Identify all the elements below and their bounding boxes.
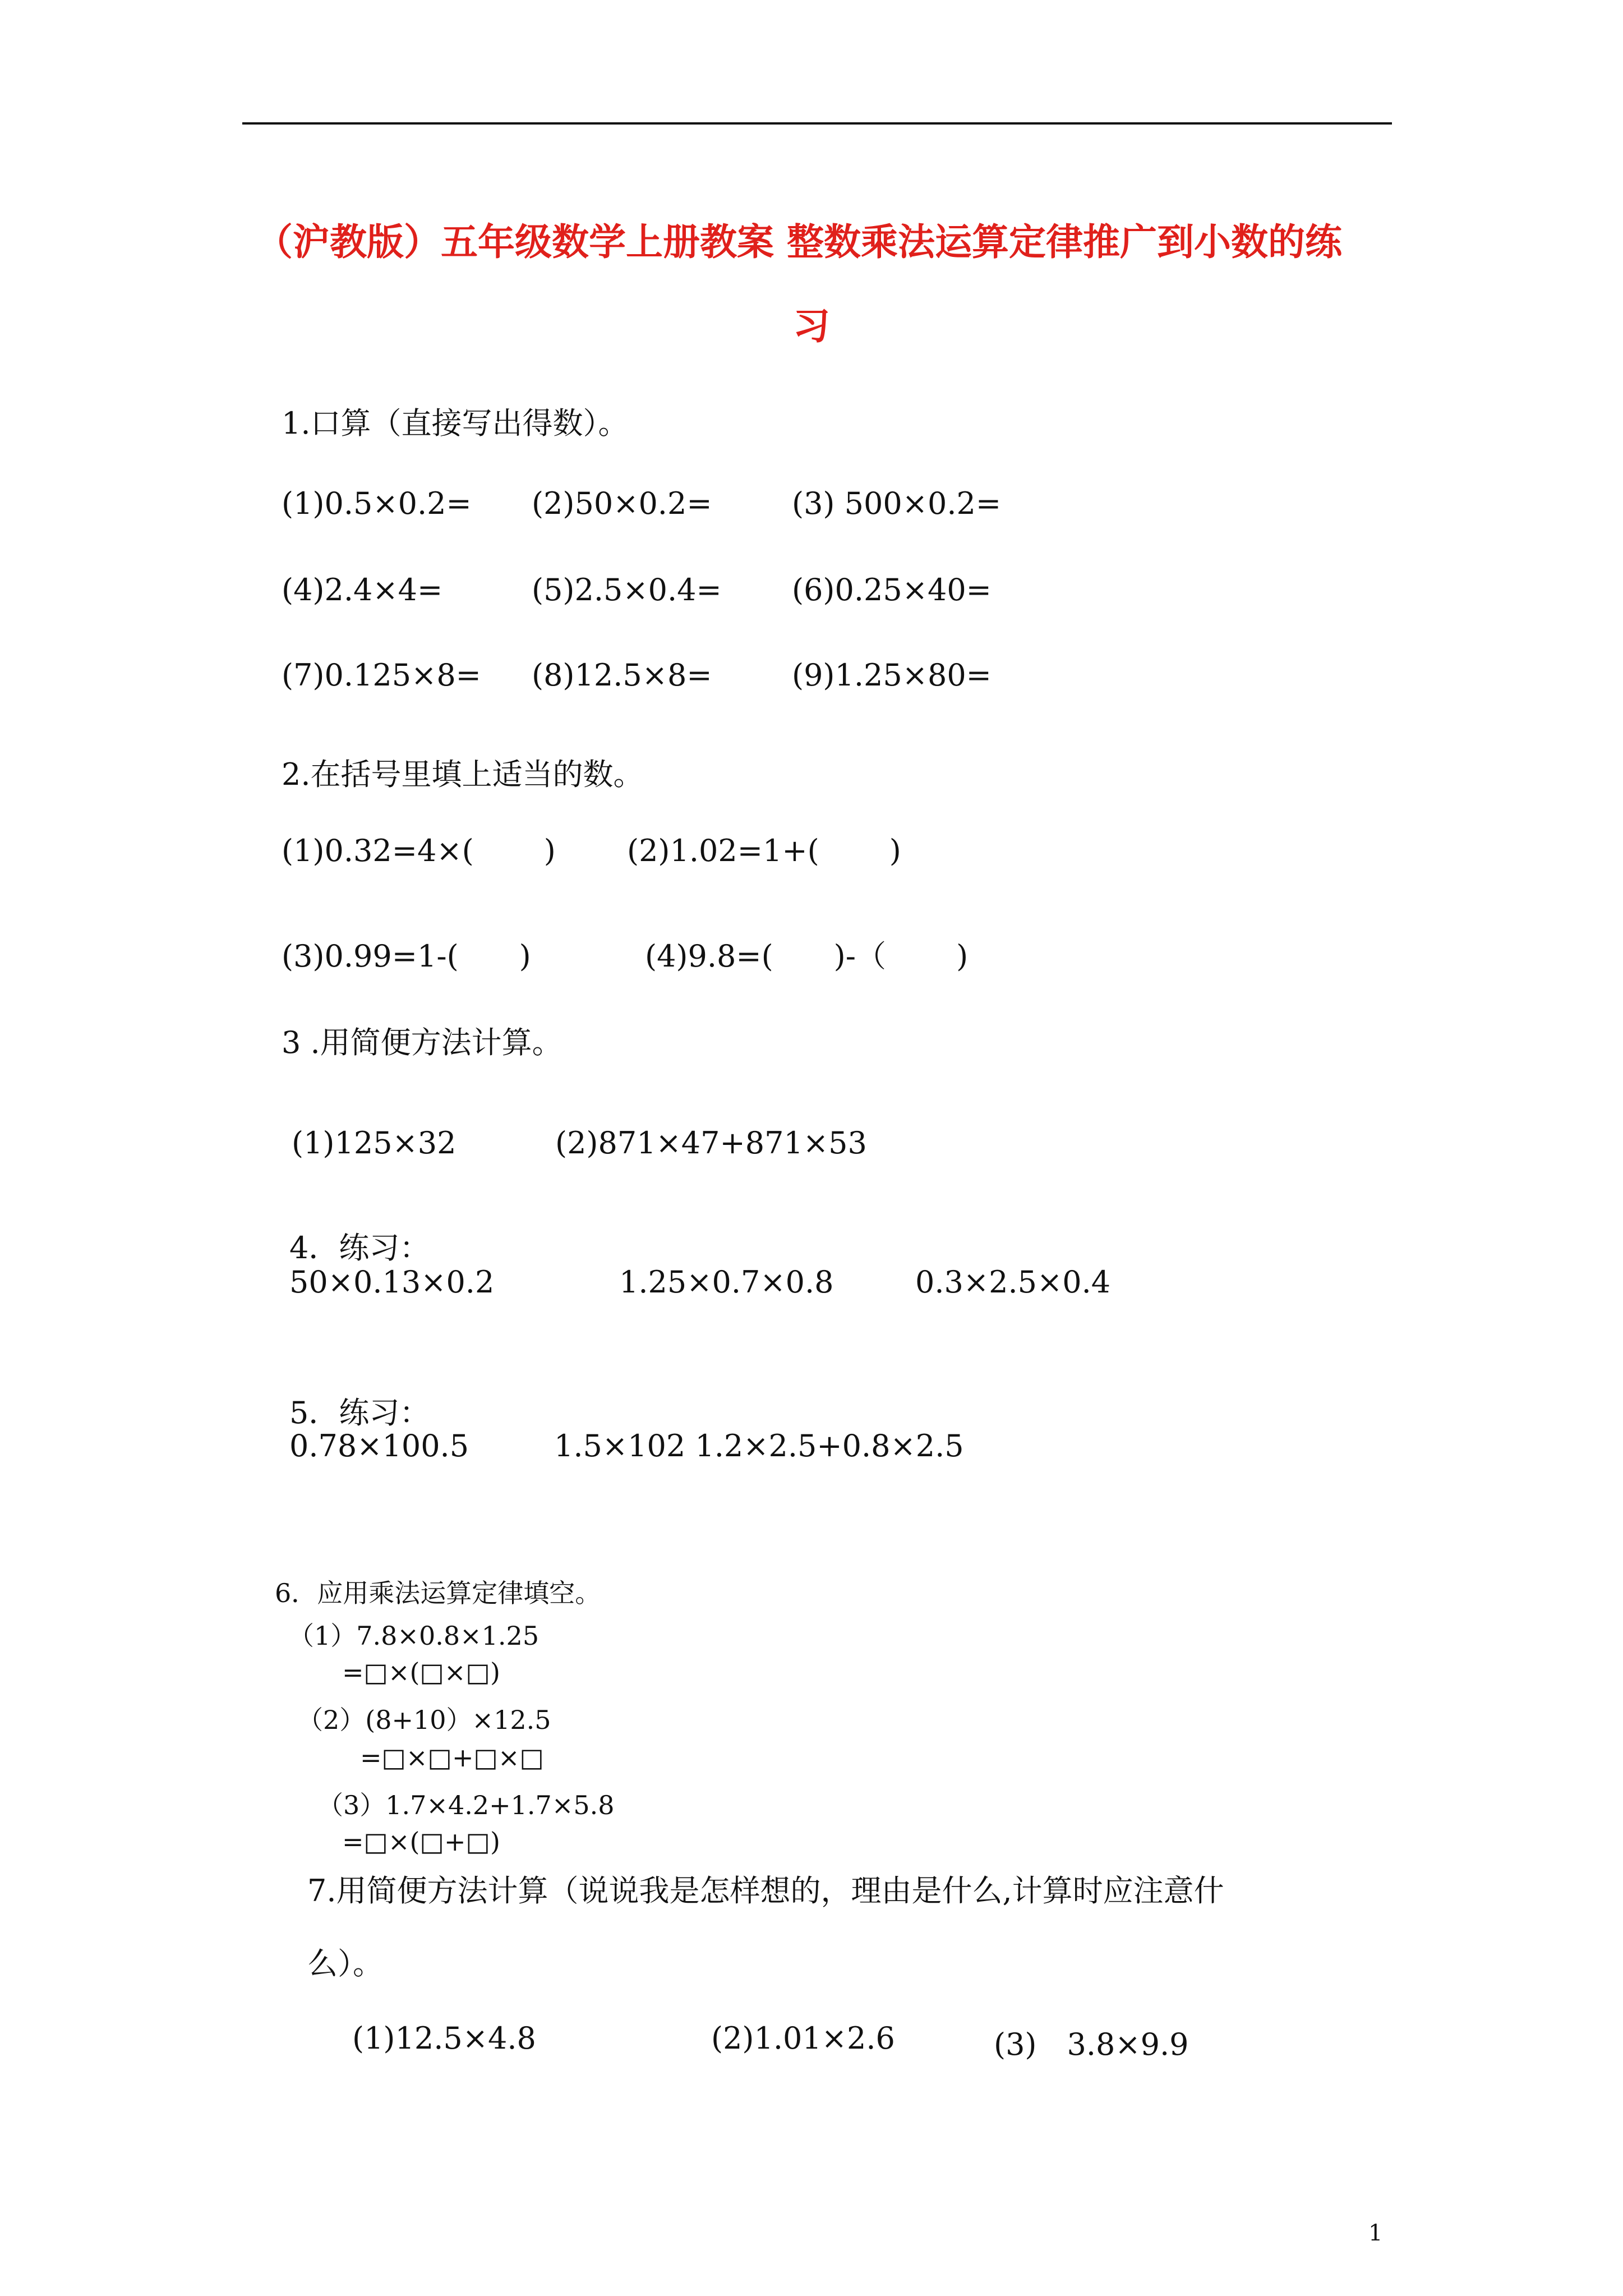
s7-item-2: (2)1.01×2.6	[711, 2021, 895, 2056]
s2-item-2: (2)1.02=1+( )	[627, 833, 901, 868]
s6-line-5: （3）1.7×4.2+1.7×5.8	[317, 1790, 615, 1820]
section-4-heading: 4．练习：	[289, 1230, 430, 1266]
section-1-heading: 1.口算（直接写出得数）。	[282, 406, 629, 441]
s1-item-5: (5)2.5×0.4=	[532, 572, 722, 608]
s1-item-6: (6)0.25×40=	[792, 572, 992, 608]
s2-item-1: (1)0.32=4×( )	[282, 833, 556, 868]
section-2-heading: 2.在括号里填上适当的数。	[282, 757, 644, 792]
section-7-heading-line-2: 么）。	[307, 1946, 383, 1981]
section-6-heading: 6．应用乘法运算定律填空。	[275, 1578, 601, 1608]
s4-item-2: 1.25×0.7×0.8	[619, 1264, 834, 1300]
s6-line-6: =□×(□+□)	[342, 1826, 500, 1857]
s1-item-9: (9)1.25×80=	[792, 657, 992, 693]
s3-item-2: (2)871×47+871×53	[555, 1125, 867, 1161]
s4-item-1: 50×0.13×0.2	[289, 1264, 495, 1300]
section-5-heading: 5．练习：	[289, 1395, 430, 1430]
s2-item-4: (4)9.8=( )-（ )	[645, 938, 969, 974]
document-title-line-1: （沪教版）五年级数学上册教案 整数乘法运算定律推广到小数的练	[256, 220, 1342, 264]
s6-line-1: （1）7.8×0.8×1.25	[288, 1621, 540, 1651]
document-title-line-2: 习	[793, 305, 830, 348]
s3-item-1: (1)125×32	[292, 1125, 457, 1161]
section-3-heading: 3 .用简便方法计算。	[282, 1025, 562, 1060]
s6-line-2: =□×(□×□)	[342, 1657, 500, 1687]
s2-item-3: (3)0.99=1-( )	[282, 938, 531, 974]
s7-item-1: (1)12.5×4.8	[352, 2021, 536, 2056]
s1-item-7: (7)0.125×8=	[282, 657, 481, 693]
s1-item-3: (3) 500×0.2=	[792, 486, 1002, 521]
s6-line-4: =□×□+□×□	[360, 1742, 545, 1773]
s6-line-3: （2）(8+10）×12.5	[297, 1705, 551, 1735]
s5-item-1: 0.78×100.5	[289, 1428, 469, 1464]
header-rule	[242, 122, 1392, 125]
s1-item-2: (2)50×0.2=	[532, 486, 712, 521]
s1-item-1: (1)0.5×0.2=	[282, 486, 472, 521]
section-7-heading-line-1: 7.用简便方法计算（说说我是怎样想的，理由是什么,计算时应注意什	[307, 1873, 1224, 1908]
page-number: 1	[1368, 2220, 1383, 2246]
s1-item-8: (8)12.5×8=	[532, 657, 712, 693]
s4-item-3: 0.3×2.5×0.4	[915, 1264, 1111, 1300]
s1-item-4: (4)2.4×4=	[282, 572, 443, 608]
s7-item-3: (3) 3.8×9.9	[994, 2027, 1189, 2062]
s5-item-2: 1.5×102 1.2×2.5+0.8×2.5	[554, 1428, 964, 1464]
